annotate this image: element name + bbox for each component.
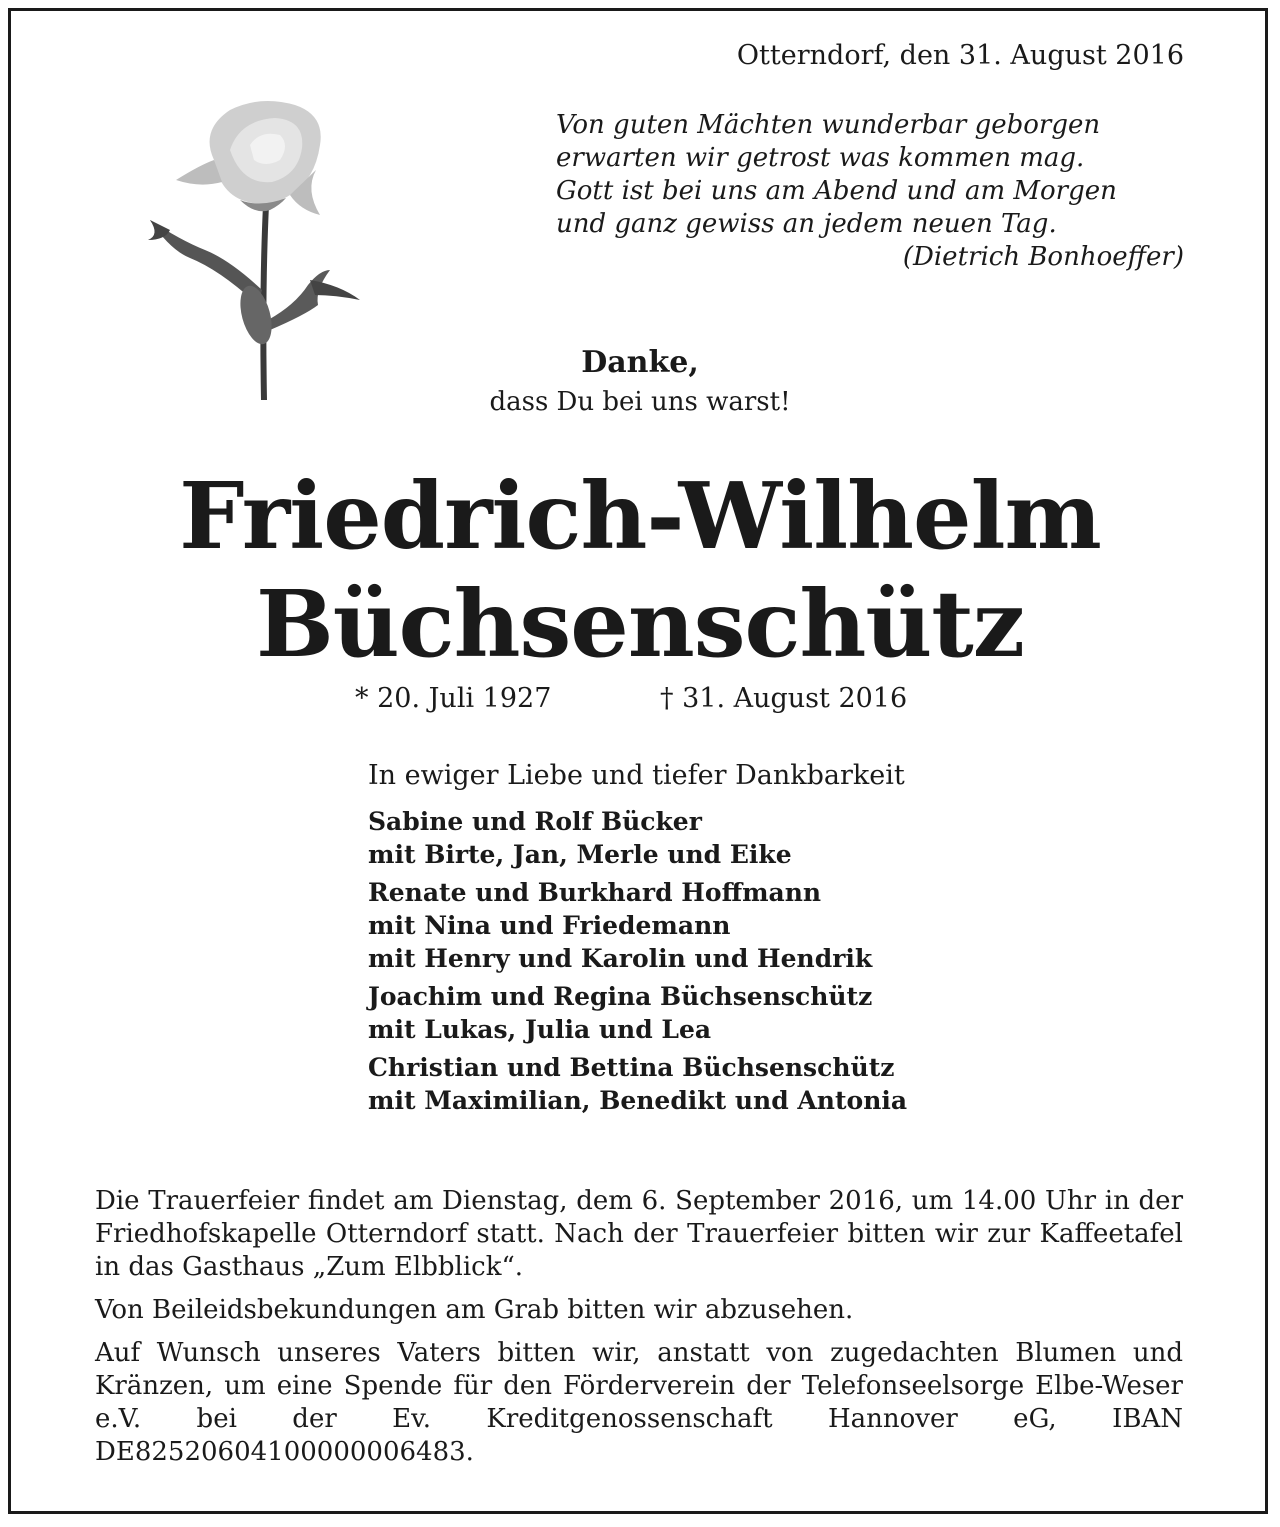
family-line: Renate und Burkhard Hoffmann [368, 878, 822, 907]
family-line: mit Birte, Jan, Merle und Eike [368, 840, 792, 869]
deceased-last-name: Büchsenschütz [255, 570, 1025, 678]
birth-date: * 20. Juli 1927 [355, 683, 552, 714]
mourners-intro: In ewiger Liebe und tiefer Dankbarkeit [368, 760, 905, 791]
deceased-first-name: Friedrich-Wilhelm [179, 462, 1101, 570]
family-line: Joachim und Regina Büchsenschütz [368, 982, 873, 1011]
family-group [368, 980, 988, 1046]
service-info: Die Trauerfeier findet am Dienstag, dem 6. September 2016, um 14.00 Uhr in der Friedhofskapelle Otterndorf statt. Nach der Trauerfeier bitten wir zur Kaffeetafel in das Gasthaus „Zum Elbblick“. [95, 1186, 1183, 1282]
donation-request: Auf Wunsch unseres Vaters bitten wir, anstatt von zugedachten Blumen und Kränzen, um eine Spende für den Förderverein der Telefonseelsorge Elbe-Weser e.V. bei der Ev. Kreditgenossenschaft Hannover eG, IBAN DE82520604100000006483. [95, 1338, 1183, 1467]
family-group [368, 876, 988, 975]
mourners-list [368, 760, 988, 1122]
poem-author: (Dietrich Bonhoeffer) [902, 242, 1184, 272]
poem-line: Gott ist bei uns am Abend und am Morgen [556, 176, 1117, 206]
poem-line: und ganz gewiss an jedem neuen Tag. [556, 209, 1057, 239]
service-details [95, 1185, 1183, 1479]
family-line: Christian und Bettina Büchsenschütz [368, 1053, 895, 1082]
death-date: † 31. August 2016 [660, 683, 908, 714]
poem-line: Von guten Mächten wunderbar geborgen [556, 110, 1101, 140]
poem-line: erwarten wir getrost was kommen mag. [556, 143, 1085, 173]
family-line: mit Nina und Friedemann [368, 911, 731, 940]
family-group [368, 805, 988, 871]
family-line: mit Lukas, Julia und Lea [368, 1015, 712, 1044]
thanks-subtitle: dass Du bei uns warst! [489, 387, 791, 417]
poem-quote [556, 109, 1184, 274]
family-line: mit Henry und Karolin und Hendrik [368, 944, 873, 973]
place-date: Otterndorf, den 31. August 2016 [736, 40, 1184, 71]
family-group [368, 1051, 988, 1117]
condolence-note: Von Beileidsbekundungen am Grab bitten wir abzusehen. [95, 1295, 854, 1325]
thanks-title: Danke, [581, 345, 699, 380]
family-line: mit Maximilian, Benedikt und Antonia [368, 1086, 908, 1115]
family-line: Sabine und Rolf Bücker [368, 807, 702, 836]
